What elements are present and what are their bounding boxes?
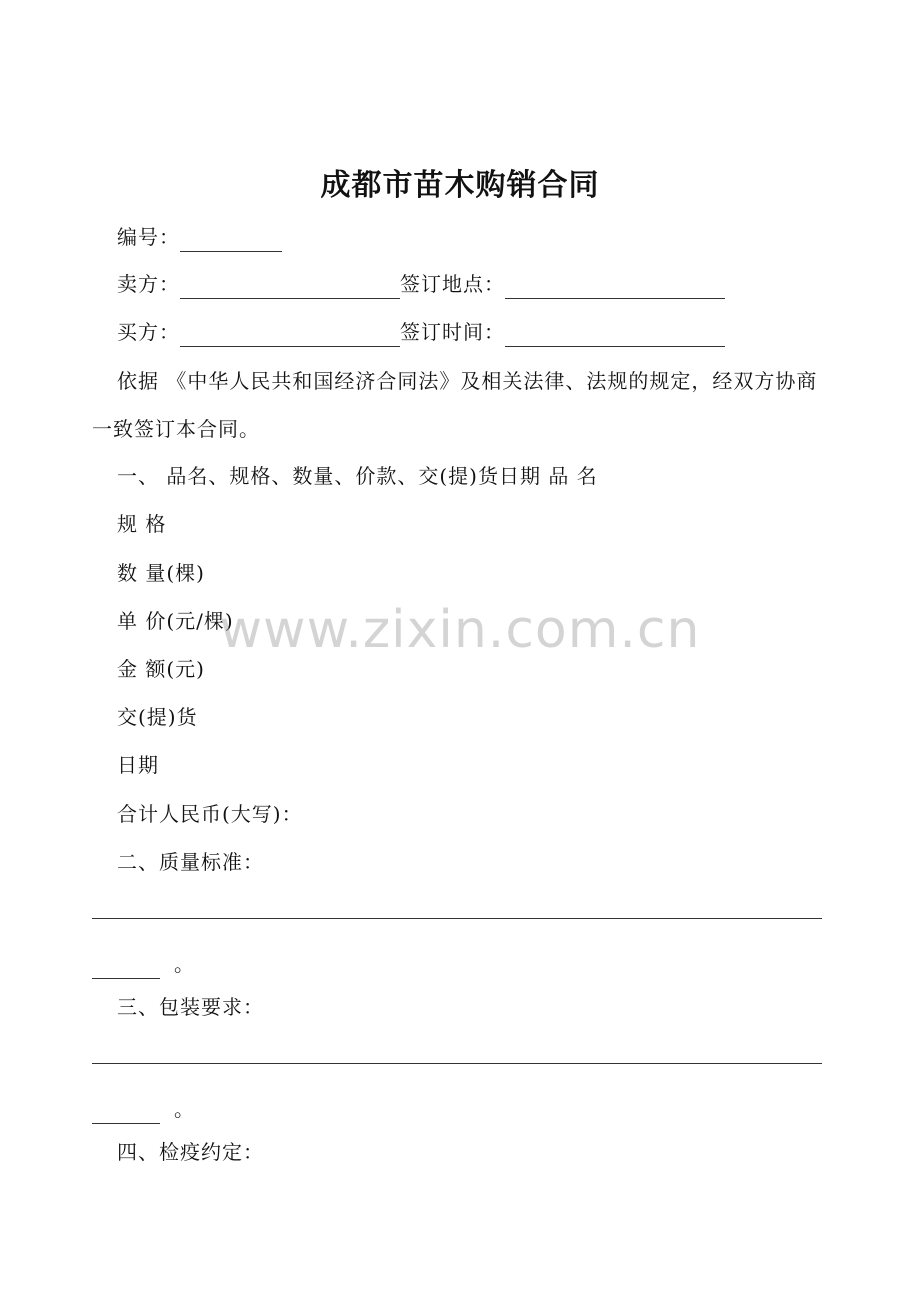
field-spec: 规 格 [117,512,167,536]
section2-end-row [92,949,194,979]
sign-place-label: 签订地点： [400,272,505,296]
sign-time-label: 签订时间： [400,320,505,344]
field-quantity: 数 量(棵) [117,561,205,585]
section2-rule[interactable] [92,918,822,919]
section3-short-rule[interactable] [92,1103,160,1124]
watermark: www.zixin.com.cn [219,600,701,660]
document-title: 成都市苗木购销合同 [320,168,600,203]
section4-heading: 四、检疫约定： [117,1140,264,1164]
buyer-row [117,317,725,347]
section2-heading: 二、质量标准： [117,850,264,874]
number-row [117,222,282,252]
field-unit-price: 单 价(元/棵) [117,609,234,633]
seller-blank[interactable] [180,276,400,299]
section2-end: 。 [174,952,194,976]
number-label: 编号： [117,225,180,249]
field-total: 合计人民币(大写)： [117,802,303,826]
section3-end-row [92,1094,194,1124]
section3-heading: 三、包装要求： [117,995,264,1019]
seller-label: 卖方： [117,272,180,296]
buyer-blank[interactable] [180,324,400,347]
section3-rule[interactable] [92,1063,822,1064]
field-amount: 金 额(元) [117,657,205,681]
number-blank[interactable] [180,229,282,252]
section2-short-rule[interactable] [92,958,160,979]
section3-end: 。 [174,1097,194,1121]
seller-row [117,269,725,299]
buyer-label: 买方： [117,320,180,344]
section1-heading: 一、 品名、规格、数量、价款、交(提)货日期 品 名 [117,464,598,488]
intro-paragraph: 依据 《中华人民共和国经济合同法》及相关法律、法规的规定，经双方协商一致签订本合同。 [92,369,818,441]
field-delivery: 交(提)货 [117,705,198,729]
sign-time-blank[interactable] [505,324,725,347]
field-date: 日期 [117,753,159,777]
sign-place-blank[interactable] [505,276,725,299]
